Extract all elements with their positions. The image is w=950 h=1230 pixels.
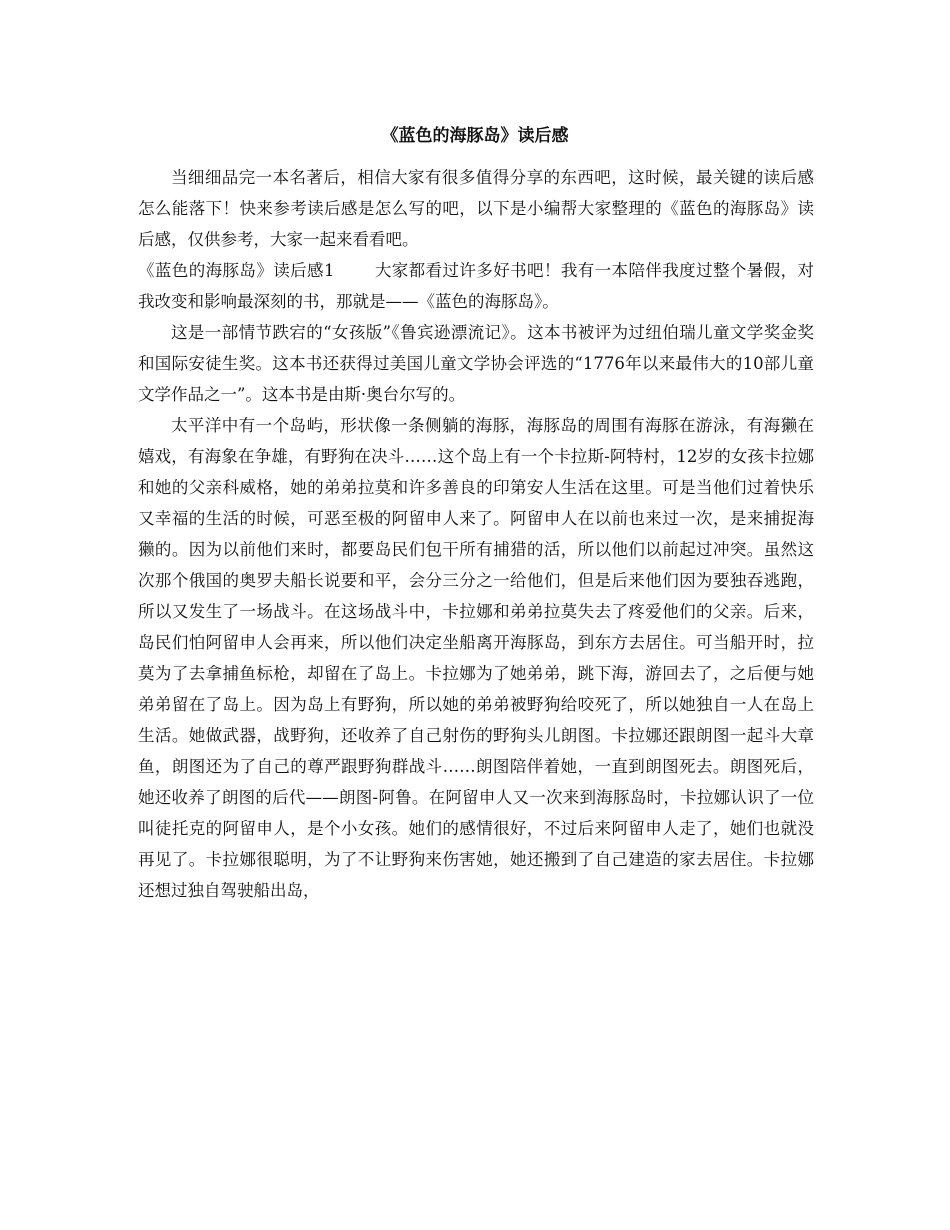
document-body: [138, 162, 814, 906]
section-opening: 大家都看过许多好书吧！我有一本陪伴我度过整个暑假，对我改变和影响最深刻的书，那就是——《蓝色的海豚岛》。: [138, 261, 815, 311]
paragraph-3: 太平洋中有一个岛屿，形状像一条侧躺的海豚，海豚岛的周围有海豚在游泳，有海獭在嬉戏，有海象在争雄，有野狗在决斗……这个岛上有一个卡拉斯-阿特村，12岁的女孩卡拉娜和她的父亲科威格，她的弟弟拉莫和许多善良的印第安人生活在这里。可是当他们过着快乐又幸福的生活的时候，可恶至极的阿留申人来了。阿留申人在以前也来过一次，是来捕捉海獭的。因为以前他们来时，都要岛民们包干所有捕猎的活，所以他们以前起过冲突。虽然这次那个俄国的奥罗夫船长说要和平，会分三分之一给他们，但是后来他们因为要独吞逃跑，所以又发生了一场战斗。在这场战斗中，卡拉娜和弟弟拉莫失去了疼爱他们的父亲。后来，岛民们怕阿留申人会再来，所以他们决定坐船离开海豚岛，到东方去居住。可当船开时，拉莫为了去拿捕鱼标枪，却留在了岛上。卡拉娜为了她弟弟，跳下海，游回去了，之后便与她弟弟留在了岛上。因为岛上有野狗，所以她的弟弟被野狗给咬死了，所以她独自一人在岛上生活。她做武器，战野狗，还收养了自己射伤的野狗头儿朗图。卡拉娜还跟朗图一起斗大章鱼，朗图还为了自己的尊严跟野狗群战斗……朗图陪伴着她，一直到朗图死去。朗图死后，她还收养了朗图的后代——朗图-阿鲁。在阿留申人又一次来到海豚岛时，卡拉娜认识了一位叫徒托克的阿留申人，是个小女孩。她们的感情很好，不过后来阿留申人走了，她们也就没再见了。卡拉娜很聪明，为了不让野狗来伤害她，她还搬到了自己建造的家去居住。卡拉娜还想过独自驾驶船出岛，: [138, 416, 814, 900]
document-title: 《蓝色的海豚岛》读后感: [381, 126, 569, 146]
section-paragraph: [138, 255, 814, 317]
paragraph-2: 这是一部情节跌宕的“女孩版”《鲁宾逊漂流记》。这本书被评为过纽伯瑞儿童文学奖金奖和国际安徒生奖。这本书还获得过美国儿童文学协会评选的“1776年以来最伟大的10部儿童文学作品之一”。这本书是由斯·奥台尔写的。: [138, 323, 814, 404]
intro-paragraph: 当细细品完一本名著后，相信大家有很多值得分享的东西吧，这时候，最关键的读后感怎么能落下！快来参考读后感是怎么写的吧，以下是小编帮大家整理的《蓝色的海豚岛》读后感，仅供参考，大家一起来看看吧。: [138, 168, 814, 249]
section-heading: 《蓝色的海豚岛》读后感1: [138, 261, 335, 280]
